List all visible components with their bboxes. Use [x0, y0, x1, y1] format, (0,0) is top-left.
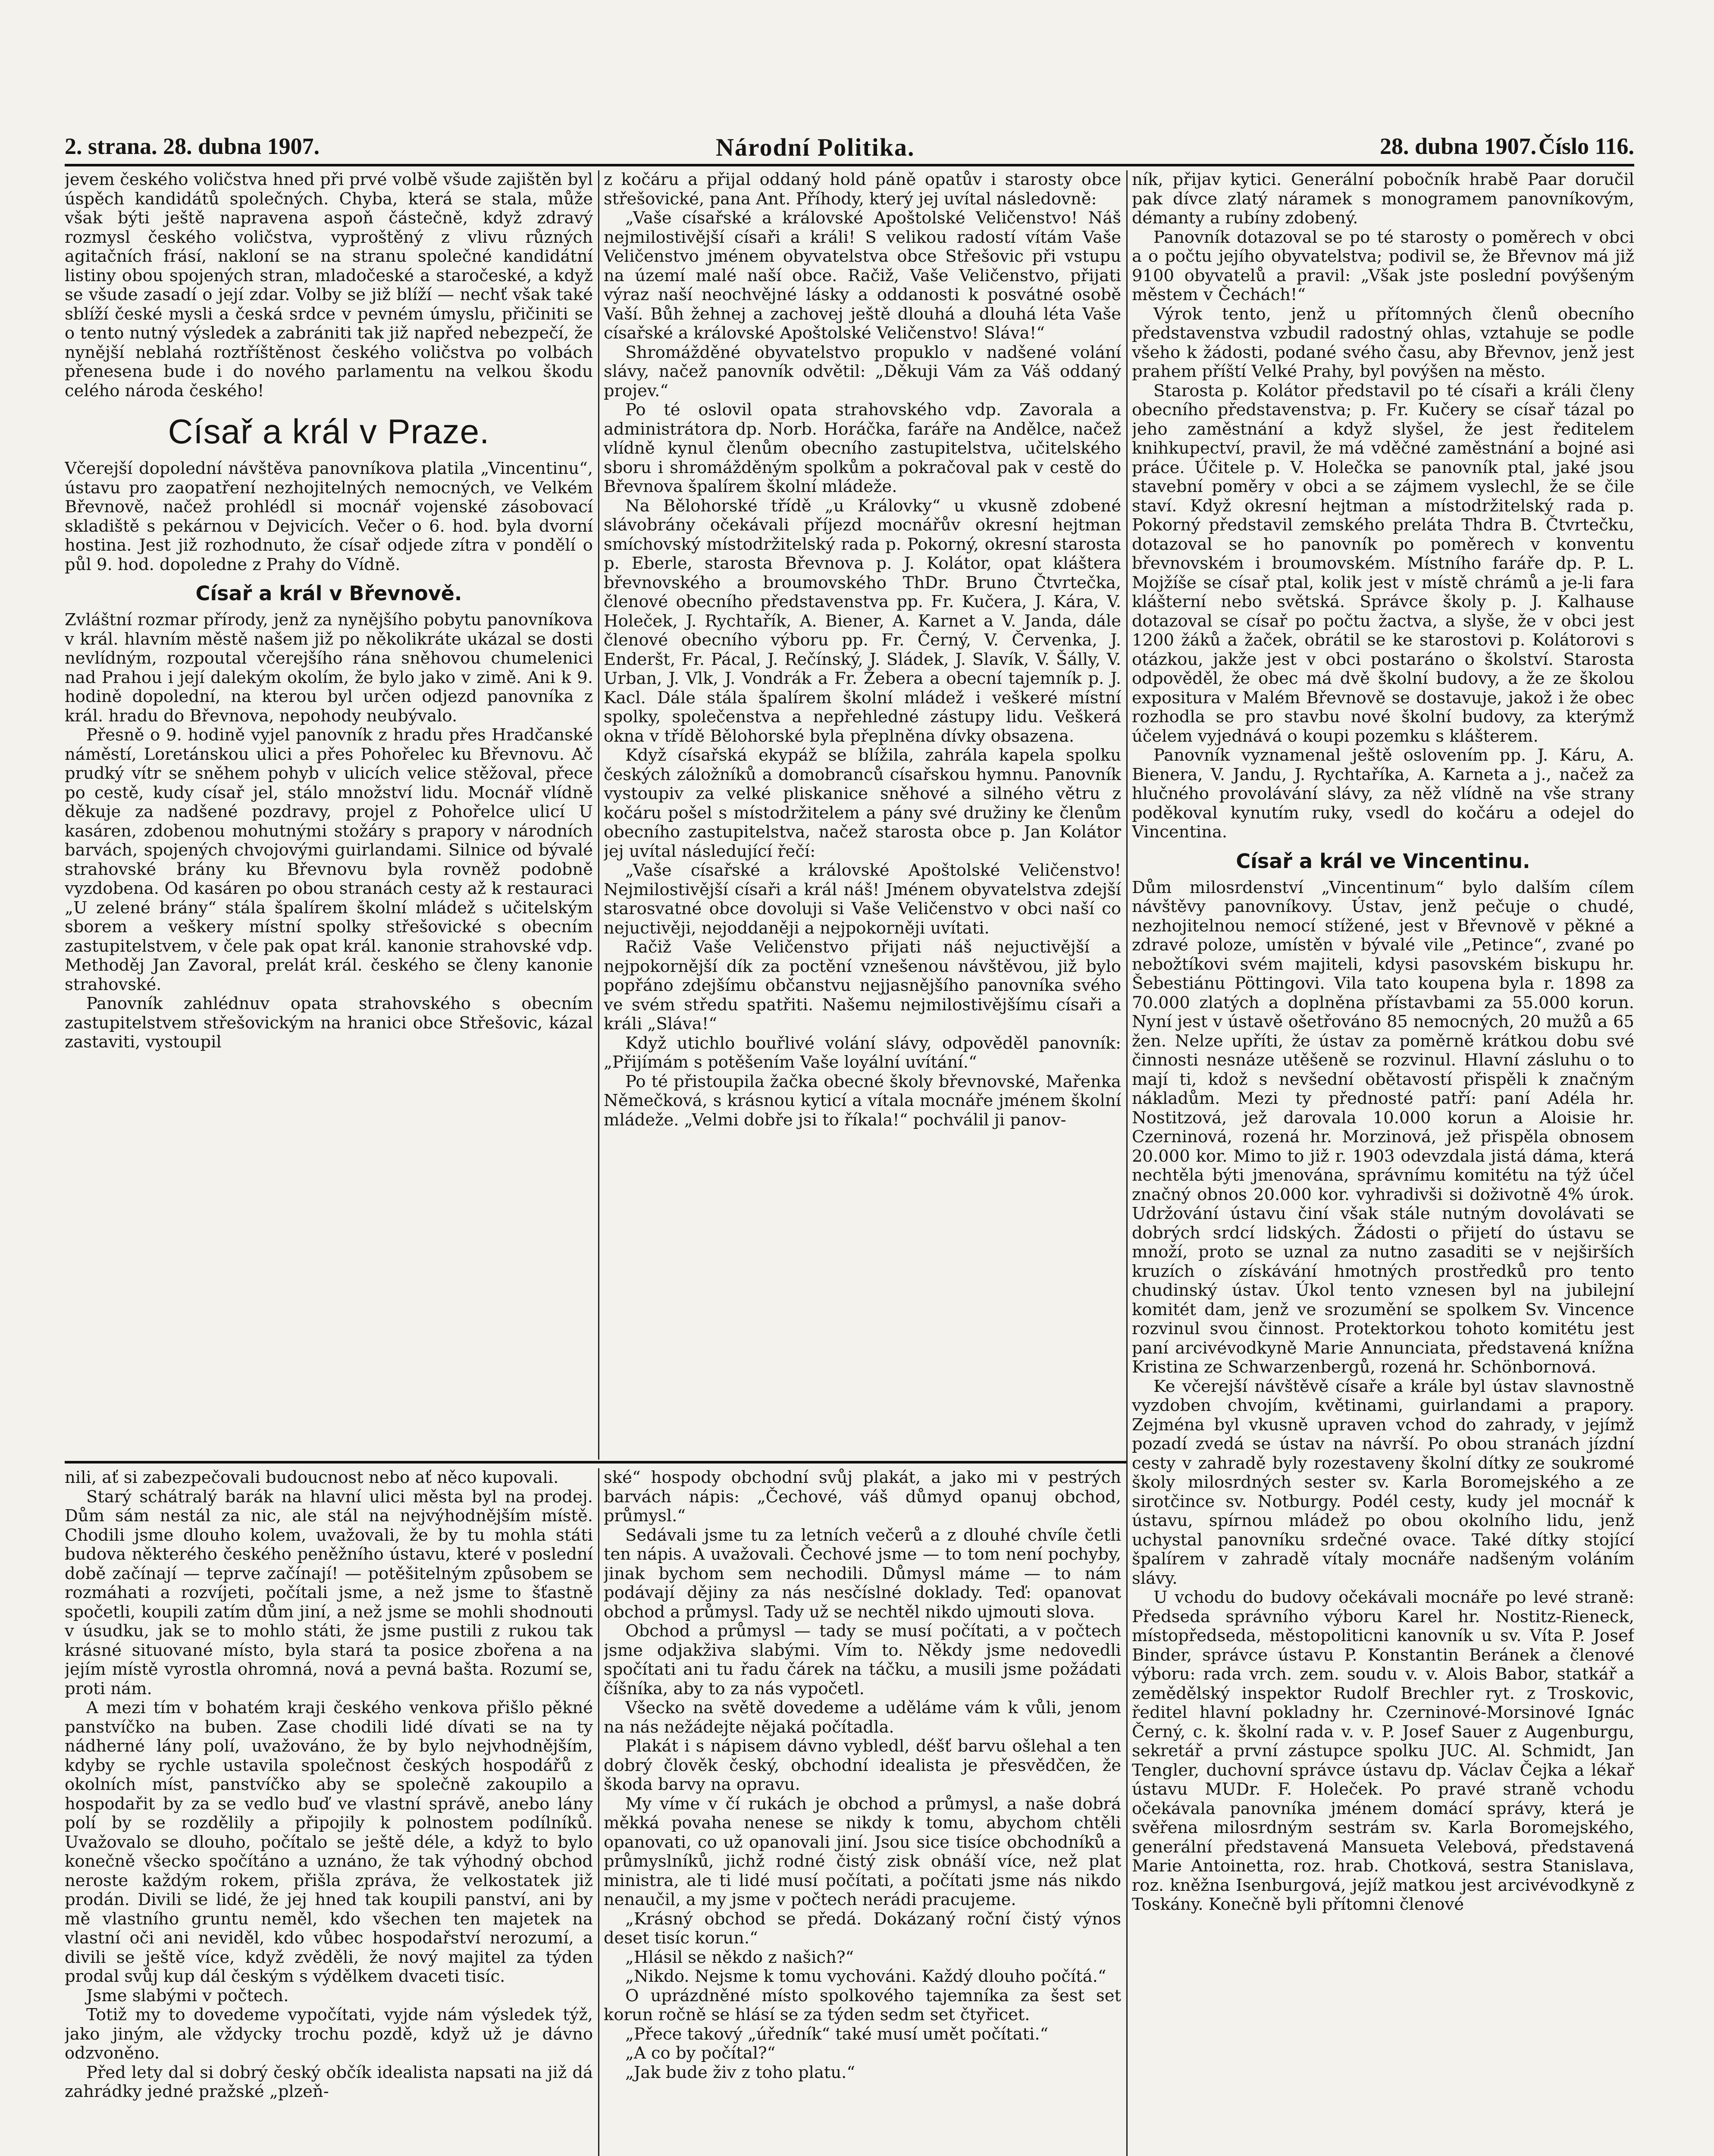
article-subheading: Císař a král ve Vincentinu. — [1236, 849, 1530, 873]
speech-quote: „Vaše císařské a královské Apoštolské Veličenstvo! Nejmilostivější císaři a král náš! Jménem obyvatelstva zdejší starosvatné obce dovoluji si Vaše Veličenstvo v obci naší co nejuctivěji, nejoddaněji a nejpokorněji uvítati. — [604, 861, 1121, 938]
feuilleton-paragraph: „Nikdo. Nejsme k tomu vychováni. Každý dlouho počítá.“ — [625, 1967, 1106, 1986]
article-paragraph: Když utichlo bouřlivé volání slávy, odpověděl panovník: „Přijímám s potěšením Vaše loyální uvítání.“ — [604, 1033, 1121, 1072]
page-number-date: 2. strana. 28. dubna 1907. — [65, 133, 320, 159]
article-paragraph: Panovník dotazoval se po té starosty o poměrech v obci a o počtu jejího obyvatelstva; podivil se, že Břevnov má již 9100 obyvatelů a pravil: „Však jste poslední povýšeným městem v Čechách!“ — [1132, 227, 1634, 304]
article-paragraph: Dům milosrdenství „Vincentinum“ bylo dalším cílem návštěvy panovníkovy. Ústav, jenž pečuje o chudé, nezhojitelnou nemocí stížené, jest v Břevnově v pěkné a zdravé poloze, umístěn v bývalé vile „Petince“, zvané po nebožtíkovi svém majiteli, kdysi pasovském biskupu hr. Šebestiánu Pöttingovi. Vila tato koupena byla r. 1898 za 70.000 zlatých a doplněna přístavbami za 55.000 korun. Nyní jest v ústavě ošetřováno 85 nemocných, 20 mužů a 65 žen. Nelze upříti, že ústav za poměrně krátkou dobu své činnosti nesnáze utěšeně se rozvinul. Hlavní zásluhu o to mají ti, kdož s nevšední obětavostí přispěli k značným nákladům. Mezi ty přednosté patří: paní Adéla hr. Nostitzová, jež darovala 10.000 korun a Aloisie hr. Czerninová, rozená hr. Morzinová, jež přispěla obnosem 20.000 kor. Mimo to již r. 1903 odevzdala jistá dáma, která nechtěla býti jmenována, správnímu komitétu na týž účel značný obnos 20.000 kor. vyhradivši si doživotně 4% úrok. Udržování ústavu činí však stále nutným dovolávati se dobrých srdcí lidských. Žádosti o přijetí do ústavu se množí, proto se uznal za nutno zasaditi se v nejširších kruzích o získávání hmotných prostředků pro tento chudinský ústav. Úkol tento vznesen byl na jubilejní komitét dam, jenž ve srozumění se spolkem Sv. Vincence rozvinul svou činnost. Protektorkou tohoto komitétu jest paní arcivévodkyně Marie Annunciata, představená knížna Kristina ze Schwarzenbergů, rozená hr. Schönbornová. — [1132, 877, 1634, 1377]
article-column-3 — [1132, 170, 1634, 2156]
article-paragraph: Včerejší dopolední návštěva panovníkova platila „Vincentinu“, ústavu pro zaopatření nezhojitelných nemocných, ve Velkém Břevnově, načež prohlédl si mocnář vojenské zásobovací skladiště s pekárnou v Dejvicích. Večer o 6. hod. byla dvorní hostina. Jest již rozhodnuto, že císař odjede zítra v pondělí o půl 9. hod. dopoledne z Prahy do Vídně. — [65, 459, 593, 574]
issue-date: 28. dubna 1907. — [1380, 133, 1537, 159]
speech-quote: Račiž Vaše Veličenstvo přijati náš nejuctivější a nejpokornější dík za poctění vznešenou návštěvou, již bylo popřáno zdejšímu občanstvu nejjasnějšího panovníka svého ve svém středu spatřiti. Našemu nejmilostivějšímu císaři a králi „Sláva!“ — [604, 937, 1121, 1034]
article-paragraph: z kočáru a přijal oddaný hold páně opatův i starosty obce střešovické, pana Ant. Příhody, který jej uvítal následovně: — [604, 170, 1121, 209]
article-paragraph: Zvláštní rozmar přírody, jenž za nynějšího pobytu panovníkova v král. hlavním městě našem již po několikráte ukázal se dosti nevlídným, rozpoutal včerejšího rána sněhovou chumelenici nad Prahou i její dalekým okolím, že bylo jako v zimě. Ani k 9. hodině dopolední, na kterou byl určen odjezd panovníka z král. hradu do Břevnova, nepohody neubývalo. — [65, 610, 593, 726]
feuilleton-paragraph: ské“ hospody obchodní svůj plakát, a jako mi v pestrých barvách nápis: „Čechové, váš důmyd opanuj obchod, průmysl.“ — [604, 1468, 1121, 1526]
article-paragraph: Panovník zahlédnuv opata strahovského s obecním zastupitelstvem střešovickým na hranici obce Střešovic, kázal zastaviti, vystoupil — [65, 994, 593, 1052]
article-paragraph: jevem českého voličstva hned při prvé volbě všude zajištěn byl úspěch kandidátů společných. Chyba, která se stala, může však býti ještě napravena aspoň částečně, když zdravý rozmysl českého voličstva, vyproštěný z vlivu různých agitačních frásí, nakloní se na stranu společné kandidátní listiny obou spojených stran, mladočeské a staročeské, a když se všude zasadí o její zdar. Volby se již blíží — nechť však také sblíží české mysli a česká srdce v pevném úmyslu, přičiniti se o tento nutný výsledek a zabrániti tak již napřed nebezpečí, že nynější neblahá roztříštěnost českého voličstva po volbách přenesena bude i do nového parlamentu na velkou škodu celého národa českého! — [65, 170, 593, 401]
feuilleton-paragraph: A mezi tím v bohatém kraji českého venkova přišlo pěkné panstvíčko na buben. Zase chodili lidé dívati se na ty nádherné lány polí, uvažováno, že by bylo nejvhodnějším, kdyby se rychle ustavila společnost českých hospodářů z okolních míst, panstvíčko aby se společně zakoupilo a hospodařit by za se vedlo buď ve vlastní správě, anebo lány polí by se rozdělily a připojily k polnostem podílníků. Uvažovalo se dlouho, počítalo se ještě déle, a když to bylo konečně všecko spočítáno a uznáno, že tak výhodný obchod neroste každým rokem, přišla zpráva, že velkostatek již prodán. Divili se lidé, že jej hned tak koupili panství, ani by mě vlastního gruntu neměl, kdo všechen ten majetek na vlastní oči ani neviděl, kdo vůbec hospodařství nerozumí, a divili se ještě více, když zvěděli, že nový majitel za týden prodal svůj kup dál českým s výdělkem dvaceti tisíc. — [65, 1698, 593, 1986]
feuilleton-paragraph: „Přece takový „úředník“ také musí umět počítati.“ — [625, 2024, 1049, 2044]
feuilleton-paragraph: „Krásný obchod se předá. Dokázaný roční čistý výnos deset tisíc korun.“ — [604, 1909, 1121, 1948]
column-rule — [598, 1468, 599, 2156]
feuilleton-paragraph: Obchod a průmysl — tady se musí počítati, a v počtech jsme odjakživa slabými. Vím to. Někdy jsme nedovedli spočítati ani tu řadu čárek na táčku, a musili jsme požádati číšníka, aby to za nás vypočetl. — [604, 1621, 1121, 1698]
article-paragraph: Na Bělohorské třídě „u Královky“ u vkusně zdobené slávobrány očekávali příjezd mocnářův okresní hejtman smíchovský místodržitelský rada p. Pokorný, okresní starosta p. Eberle, starosta Břevnova p. J. Kolátor, opat kláštera břevnovského a broumovského ThDr. Bruno Čtvrtečka, členové obecního představenstva pp. Fr. Kučera, J. Kára, V. Holeček, J. Rychtařík, A. Biener, A. Karnet a V. Janda, dále členové obecního výboru pp. Fr. Černý, V. Červenka, J. Enderšt, Fr. Pácal, J. Rečínský, J. Sládek, J. Slavík, V. Šálly, V. Urban, J. Vlk, J. Vondrák a Fr. Žebera a obecní tajemník p. J. Kacl. Dále stála špalírem školní mládež i veškeré místní spolky, společenstva a nepřehledné zástupy lidu. Veškerá okna v třídě Bělohorské byla přeplněna dívky obsazena. — [604, 496, 1121, 746]
article-paragraph: Panovník vyznamenal ještě oslovením pp. J. Káru, A. Bienera, V. Jandu, J. Rychtaříka, A. Karneta a j., načež za hlučného provolávání slávy, za něž vlídně na vše strany poděkoval kynutím ruky, vsedl do kočáru a odejel do Vincentina. — [1132, 746, 1634, 842]
article-paragraph: Přesně o 9. hodině vyjel panovník z hradu přes Hradčanské náměstí, Loretánskou ulici a přes Pohořelec ku Břevnovu. Ač prudký vítr se sněhem pohyb v ulicích velice stěžoval, přece po cestě, kudy císař jel, stálo množství lidu. Mocnář vlídně děkuje za nadšené pozdravy, projel z Pohořelce ulicí U kasáren, zdobenou mohutnými stožáry s prapory v národních barvách, spojených chvojovými guirlandami. Silnice od bývalé strahovské brány ku Břevnovu byla rovněž podobně vyzdobena. Od kasáren po obou stranách cesty až k restauraci „U zelené brány“ stála špalírem školní mládež s učitelským sborem a veškery místní spolky střešovické s obecním zastupitelstvem, v čele pak opat král. kanonie strahovské vdp. Methoděj Jan Zavoral, prelát král. českého se členy kanonie strahovské. — [65, 725, 593, 994]
article-paragraph: Po té oslovil opata strahovského vdp. Zavorala a administrátora dp. Norb. Horáčka, faráře na Andělce, načež vlídně kynul členům obecního zastupitelstva, učitelského sboru i shromážděným spolkům a pokračoval pak v cestě do Břevnova špalírem školní mládeže. — [604, 400, 1121, 496]
column-rule — [1126, 170, 1128, 2156]
article-paragraph: Shromážděné obyvatelstvo propuklo v nadšené volání slávy, načež panovník odvětil: „Děkuji Vám za Váš oddaný projev.“ — [604, 342, 1121, 401]
article-column-1 — [65, 170, 593, 1457]
article-paragraph: Starosta p. Kolátor představil po té císaři a králi členy obecního představenstva; p. Fr. Kučery se císař tázal po jeho zaměstnání a když slyšel, že jest ředitelem knihkupectví, pravil, že má vděčné zaměstnání a bojné asi práce. Účitele p. V. Holečka se panovník ptal, jaké jsou stavební poměry v obci a se zájmem vyslechl, že se čile staví. Když okresní hejtman a místodržitelský rada p. Pokorný představil zemského preláta Thdra B. Čtvrtečku, dotazoval se ho panovník po poměrech v konventu břevnovském i broumovském. Místního faráře dp. P. L. Mojžíše se císař ptal, kolik jest v místě chrámů a je-li fara klášterní nebo světská. Správce školy p. J. Kalhause dotazoval se císař po počtu žactva, a slyše, že v obci jest 1200 žáků a žaček, obrátil se ke starostovi p. Kolátorovi s otázkou, jakže jest v obci postaráno o školství. Starosta odpověděl, že obec má dvě školní budovy, a že ze školou expositura v Malém Břevnově se dostavuje, jakož i že obec rozhodla se pro stavbu nové školní budovy, za kterýmž účelem vyjednává o koupi pozemku s klášterem. — [1132, 381, 1634, 746]
article-heading: Císař a král v Praze. — [168, 412, 490, 451]
masthead: Národní Politika. — [716, 133, 915, 161]
article-paragraph: Výrok tento, jenž u přítomných členů obecního představenstva vzbudil radostný ohlas, vztahuje se podle všeho k žádosti, podané svého času, aby Břevnov, jenž jest prahem příští Velké Prahy, byl povýšen na město. — [1132, 304, 1634, 381]
speech-quote: „Vaše císařské a královské Apoštolské Veličenstvo! Náš nejmilostivější císaři a králi! S velikou radostí vítám Vaše Veličenstvo jménem obyvatelstva obce Střešovic při vstupu na území malé naší obce. Račiž, Vaše Veličenstvo, přijati výraz naší neochvějné lásky a oddanosti k posvátné osobě Vaší. Bůh žehnej a zachovej ještě dlouhá a dlouhá léta Vaše císařské a královské Apoštolské Veličenstvo! Sláva!“ — [604, 208, 1121, 343]
feuilleton-paragraph: „Hlásil se někdo z našich?“ — [625, 1947, 854, 1967]
feuilleton-column-2 — [604, 1468, 1121, 2156]
feuilleton-paragraph: My víme v čí rukách je obchod a průmysl, a naše dobrá měkká povaha nenese se nikdy k tomu, abychom chtěli opanovati, co už opanovali jiní. Jsou sice tisíce obchodníků a průmyslníků, jichž rodné čistý zisk obnáší více, než plat ministra, ale ti lidé musí počítati, a počítati jsme nás nikdo nenaučil, a my jsme v počtech nerádi pracujeme. — [604, 1794, 1121, 1909]
feuilleton-paragraph: Plakát i s nápisem dávno vybledl, déšť barvu ošlehal a ten dobrý člověk český, obchodní idealista je přesvědčen, že škoda barvy na opravu. — [604, 1736, 1121, 1794]
feuilleton-paragraph: nili, ať si zabezpečovali budoucnost nebo ať něco kupovali. — [65, 1468, 559, 1487]
feuilleton-paragraph: Totiž my to dovedeme vypočítati, vyjde nám výsledek týž, jako jiným, ale vždycky trochu pozdě, když už je dávno odzvoněno. — [65, 2005, 593, 2063]
feuilleton-paragraph: Před lety dal si dobrý český občík idealista napsati na již dá zahrádky jedné pražské „plzeň- — [65, 2062, 593, 2101]
feuilleton-paragraph: O uprázdněné místo spolkového tajemníka za šest set korun ročně se hlásí se za týden sedm set čtyřicet. — [604, 1986, 1121, 2024]
article-column-2 — [604, 170, 1121, 1457]
article-subheading: Císař a král v Břevnově. — [195, 582, 462, 605]
article-paragraph: Když císařská ekypáž se blížila, zahrála kapela spolku českých záložníků a domobranců císařskou hymnu. Panovník vystoupiv za velké pliskanice sněhové a silného větru z kočáru pošel s místodržitelem a pány své družiny ke členům obecního zastupitelstva, načež starosta obce p. Jan Kolátor jej uvítal následující řečí: — [604, 746, 1121, 861]
issue-number: Číslo 116. — [1538, 133, 1634, 159]
feuilleton-paragraph: „Jak bude živ z toho platu.“ — [625, 2062, 855, 2082]
section-rule — [65, 1461, 1126, 1463]
article-paragraph: U vchodu do budovy očekávali mocnáře po levé straně: Předseda správního výboru Karel hr. Nostitz-Rieneck, místopředseda, městopoliticni kanovník u sv. Víta P. Josef Binder, správce ústavu P. Konstantin Beránek a členové výboru: rada vrch. zem. soudu v. v. Alois Babor, statkář a zemědělský inspektor Rudolf Brechler ryt. z Troskovic, ředitel hlavní pokladny hr. Czerninové-Morsinové Ignác Černý, c. k. školní rada v. v. P. Josef Sauer z Augenburgu, sekretář a první zástupce spolku JUC. Al. Schmidt, Jan Tengler, duchovní správce ústavu dp. Václav Čejka a lékař ústavu MUDr. F. Holeček. Po pravé straně vchodu očekávala panovníka jménem domácí správy, která je svěřena milosrdným sestrám sv. Karla Boromejského, generální představená Mansueta Velebová, představená Marie Antoinetta, roz. hrab. Chotková, sestra Stanislava, roz. kněžna Isenburgová, jejíž matkou jest arcivévodkyně z Toskány. Konečně byli přítomni členové — [1132, 1588, 1634, 1914]
feuilleton-paragraph: Sedávali jsme tu za letních večerů a z dlouhé chvíle četli ten nápis. A uvažovali. Čechové jsme — to tom není pochyby, jinak bychom sem nechodili. Důmysl máme — to nám podávají dějiny za nás nesčíslné doklady. Teď: opanovat obchod a průmysl. Tady už se nechtěl nikdo ujmouti slova. — [604, 1525, 1121, 1622]
article-paragraph: Ke včerejší návštěvě císaře a krále byl ústav slavnostně vyzdoben chvojím, květinami, guirlandami a prapory. Zejména byl vkusně upraven vchod do zahrady, v jejímž pozadí zvedá se ústav na návrší. Po obou stranách jízdní cesty v zahradě byly rozestaveny školní dítky ze soukromé školy milosrdných sester sv. Karla Boromejského a ze sirotčince sv. Notburgy. Podél cesty, kudy jel mocnář k ústavu, spírnou mládež po obou okolního lidu, jenž uchystal panovníku srdečné ovace. Také dítky stojící špalírem v zahradě vítaly mocnáře nadšeným voláním slávy. — [1132, 1376, 1634, 1588]
page-header — [65, 129, 1634, 166]
feuilleton-paragraph: Všecko na světě dovedeme a uděláme vám k vůli, jenom na nás nežádejte nějaká počítadla. — [604, 1698, 1121, 1737]
feuilleton-column-1 — [65, 1468, 593, 2156]
column-rule — [598, 170, 599, 1460]
feuilleton-paragraph: „A co by počítal?“ — [625, 2043, 776, 2063]
feuilleton-paragraph: Starý schátralý barák na hlavní ulici města byl na prodej. Dům sám nestál za nic, ale stál na nejvýhodnějším místě. Chodili jsme dlouho kolem, uvažovali, že by tu mohla státi budova některého českého peněžního ústavu, které v poslední době začínají — teprve začínají! — potěšitelným způsobem se rozmáhati a rozvíjeti, počítali jsme, a než jsme to šťastně spočetli, koupili zatím dům jiní, a než jsme se mohli shodnouti v úsudku, jak se to mohlo státi, že jsme pustili z rukou tak krásné situované místo, byla stará ta posice zbořena a na jejím místě vyrostla ohromná, nová a pevná bašta. Rozumí se, proti nám. — [65, 1487, 593, 1698]
article-paragraph: Po té přistoupila žačka obecné školy břevnovské, Mařenka Němečková, s krásnou kyticí a vítala mocnáře jménem školní mládeže. „Velmi dobře jsi to říkala!“ pochválil ji panov- — [604, 1072, 1121, 1130]
feuilleton-paragraph: Jsme slabými v počtech. — [86, 1986, 289, 2006]
article-paragraph: ník, přijav kytici. Generální pobočník hrabě Paar doručil pak dívce zlatý náramek s monogramem panovníkovým, démanty a rubíny zdobený. — [1132, 170, 1634, 228]
